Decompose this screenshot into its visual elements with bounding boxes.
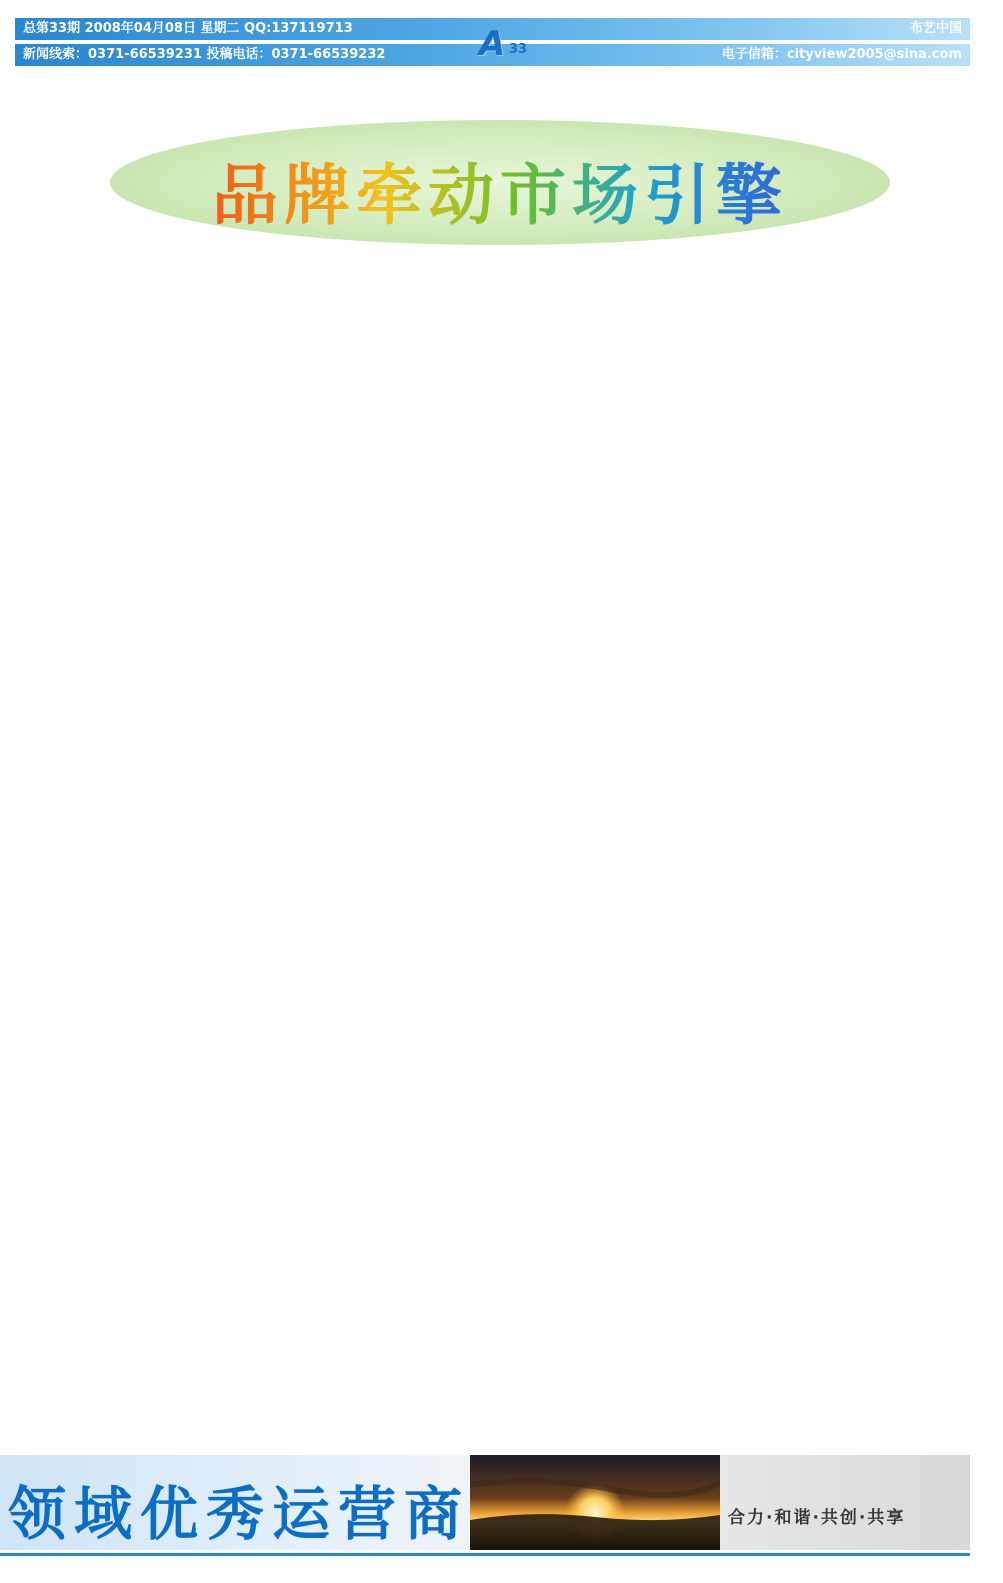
page-header: [15, 18, 970, 66]
text-column-4: [740, 262, 970, 1450]
text-column-3: [496, 262, 726, 1450]
column-name: 布艺中国: [909, 21, 962, 36]
banner-motto: 合力·和谐·共创·共享: [728, 1508, 906, 1528]
text-column-2: [252, 262, 482, 1450]
sunset-photo: [470, 1455, 720, 1550]
issue-line: 总第33期 2008年04月08日 星期二 QQ:137119713: [23, 21, 353, 36]
page-number-badge: [475, 26, 535, 66]
news-hotline: 新闻线索：0371-66539231 投稿电话：0371-66539232: [23, 47, 386, 62]
text-column-1: [8, 262, 238, 1450]
headline-area: [110, 120, 890, 245]
bottom-rule: [0, 1553, 970, 1556]
email-line: 电子信箱：cityview2005@sina.com: [721, 47, 962, 62]
page-number: 33: [509, 42, 528, 57]
banner-slogan: 领域优秀运营商: [8, 1480, 471, 1548]
bottom-banner: [0, 1455, 970, 1550]
article-title: 品牌牵动市场引擎: [110, 142, 890, 237]
page-letter: A: [479, 24, 506, 64]
article-body: [8, 262, 970, 1450]
